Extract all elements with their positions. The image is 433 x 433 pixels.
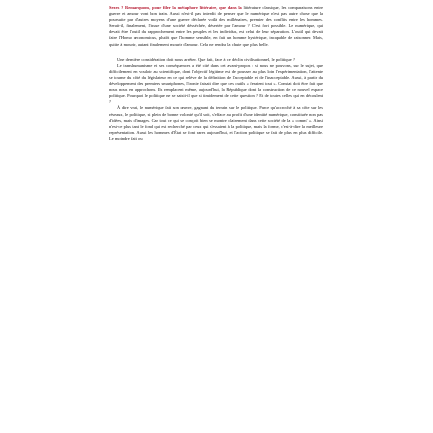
paragraph-3: Le transhumanisme et ses conséquences a été cité dans cet avant-propos : si nous ne pouvons, sur le sujet, que difficilement en vouloir au scientifique, dont l'objectif légitime est de pousser au plus loin l'expérimentation, l'attente se tourne du côté du législateur en ce qui relève de la définition de l'acceptable et de l'inacceptable. Aussi, à partir du développement des premiers smartphones, l'ironie faisait dire que ces outils « feraient tout ». Constat doit être fait que nous nous en approchons. Ils remplacent même, aujourd'hui, la République dont la construction de ce nouvel espace politique. Pourquoi le politique ne se saisit-il que si timidement de cette question ? Et de toutes celles qui en découlent ? [109,62,323,105]
paragraph-4: À dire vrai, le numérique fait son œuvre, gagnant du terrain sur le politique. Parce qu'accroché à sa côte sur les réseaux, le politique, si plein de bonne volonté qu'il soit, s'efface au profit d'une identité numérique, constituée non pas d'idées, mais d'images. Car tout ce qui se conçoit bien se montre clairement dans cette société de la « comm' ». Ainsi n'est-ce plus tant le fond qui est recherché par ceux qui s'essaient à la politique, mais la forme, c'est-à-dire la meilleure représentation. Aussi les hommes d'État se font rares aujourd'hui, et l'action politique se fait de plus en plus difficile. Le moindre fait ou [109,105,323,141]
paragraph-1-body: littérature classique, les comparaisons entre guerre et amour vont bon train. Aussi n'est-il pas interdit de penser que le numérique n'est pas autre chose que la poursuite par d'autres moyens d'une guerre déclarée voilà des millénaires, premier des conflits entre les hommes. Serait-il, finalement, l'issue d'une société désséchée, désertée par l'amour ? C'est fort possible. Le numérique, qui devait être l'outil du rapprochement entre les peuples et les individus, est celui de leur séparation. L'outil qui devait faire l'Homo œconomicus, plutôt que l'homme sensible, en fait un homme hystérique, incapable de raisonner. Mais, quitte à mourir, autant finalement mourir d'amour. Cela ne rendra la chute que plus belle. [109,5,323,47]
paragraph-2: Une dernière considération doit nous arrêter. Que fait, face à ce déclin civilisationnel, le politique ? [117,56,295,62]
paragraph-1-lead: Sexes ? Remarquons, pour filer la métaphore littéraire, que dans la [109,5,242,10]
paragraph-1 [109,5,323,48]
